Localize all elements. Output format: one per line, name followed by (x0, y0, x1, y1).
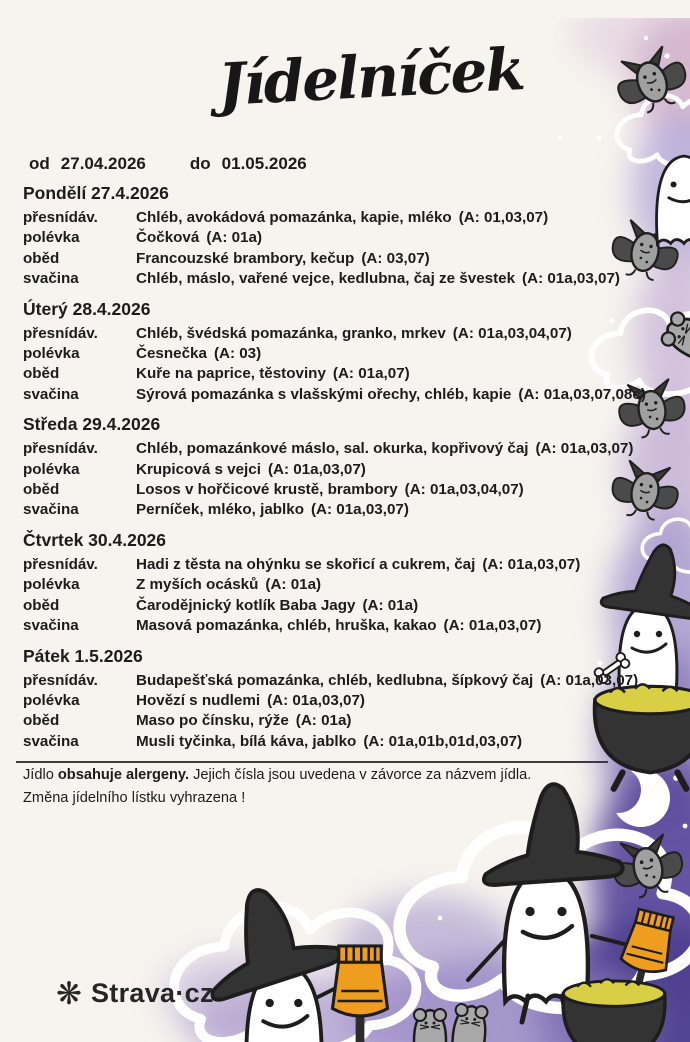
menu-row (23, 460, 690, 480)
allergen-codes: (A: 01a,03,07) (443, 617, 542, 635)
asterisk-flower-icon: ❋ (56, 976, 82, 1011)
meal-text: Sýrová pomazánka s vlašskými ořechy, chléb, kapie (136, 385, 512, 403)
menu-row (23, 324, 690, 344)
allergen-note-prefix: Jídlo (23, 767, 58, 784)
strava-cz-logo (56, 978, 214, 1009)
menu-row (23, 364, 690, 384)
meal-text: Chléb, avokádová pomazánka, kapie, mléko (136, 209, 452, 226)
menu-row (23, 596, 690, 616)
meal-type-label: přesnídáv. (23, 324, 98, 342)
day-block-friday (23, 646, 690, 753)
meal-description (136, 228, 690, 248)
meal-type-label: oběd (23, 712, 60, 730)
allergen-note-suffix: Jejich čísla jsou uvedena v závorce za názvem jídla. (189, 767, 532, 784)
meal-description (136, 324, 690, 344)
allergen-codes: (A: 01a,03,07) (522, 270, 620, 288)
day-block-wednesday (23, 414, 690, 521)
menu-row (23, 208, 690, 228)
meal-type-label: oběd (23, 249, 60, 267)
footer-divider (16, 761, 608, 763)
menu-row (23, 500, 690, 520)
footer-notes (23, 767, 690, 806)
meal-description (136, 575, 690, 595)
meal-text: Kuře na paprice, těstoviny (136, 365, 326, 383)
menu-row (23, 385, 690, 405)
menu-row (23, 344, 690, 364)
meal-text: Hovězí s nudlemi (136, 691, 261, 709)
allergen-codes: (A: 01a,03,04,07) (404, 481, 524, 499)
meal-type-label: přesnídáv. (23, 555, 98, 573)
allergen-codes: (A: 01a,03,04,07) (452, 324, 572, 342)
meal-type-label: svačina (23, 732, 79, 750)
allergen-codes: (A: 01a) (206, 229, 263, 247)
meal-text: Budapešťská pomazánka, chléb, kedlubna, šípkový čaj (136, 671, 534, 689)
meal-type-label: svačina (23, 385, 79, 403)
meal-text: Krupicová s vejci (136, 460, 261, 478)
menu-row (23, 575, 690, 595)
menu-row (23, 732, 690, 752)
meal-type-label: svačina (23, 270, 79, 288)
meal-type-label: oběd (23, 481, 60, 499)
menu-row (23, 249, 690, 269)
meal-description (136, 732, 690, 752)
meal-type-label: polévka (23, 576, 80, 594)
meal-description (136, 385, 690, 405)
allergen-note (23, 767, 690, 783)
menu-row (23, 228, 690, 248)
day-heading: Pátek 1.5.2026 (23, 645, 143, 666)
allergen-codes: (A: 01a,03,07) (267, 460, 366, 478)
meal-description (136, 555, 690, 575)
allergen-note-bold: obsahuje alergeny. (57, 767, 190, 784)
change-notice: Změna jídelního lístku vyhrazena ! (23, 790, 246, 807)
allergen-codes: (A: 01a) (362, 596, 419, 614)
meal-description (136, 671, 690, 691)
meal-text: Česnečka (136, 345, 207, 363)
meal-description (136, 344, 690, 364)
meal-description (136, 711, 690, 731)
allergen-codes: (A: 03,07) (361, 249, 430, 267)
allergen-codes: (A: 01a,07) (332, 365, 410, 383)
meal-text: Chléb, švédská pomazánka, granko, mrkev (136, 324, 446, 342)
meal-type-label: oběd (23, 365, 60, 383)
meal-description (136, 460, 690, 480)
allergen-codes: (A: 01a,03,07) (535, 440, 634, 458)
meal-text: Z myších ocásků (136, 576, 259, 594)
date-from-value: 27.04.2026 (60, 154, 146, 173)
allergen-codes: (A: 01a,03,07) (267, 691, 365, 709)
meal-type-label: přesnídáv. (23, 671, 98, 689)
page-title: Jídelníček (216, 35, 526, 119)
meal-type-label: polévka (23, 229, 80, 247)
meal-description (136, 500, 690, 520)
day-block-thursday (23, 530, 690, 637)
meal-type-label: přesnídáv. (23, 440, 98, 458)
menu-row (23, 555, 690, 575)
menu-row (23, 691, 690, 711)
meal-text: Chléb, pomazánkové máslo, sal. okurka, kopřivový čaj (136, 440, 529, 458)
logo-text: Strava·cz (90, 978, 214, 1008)
day-block-tuesday (23, 299, 690, 406)
menu-row (23, 671, 690, 691)
meal-description (136, 480, 690, 500)
meal-type-label: oběd (23, 596, 60, 614)
meal-description (136, 691, 690, 711)
day-block-monday (23, 183, 690, 290)
menu-row (23, 439, 690, 459)
allergen-codes: (A: 01a,03,07,08c) (518, 385, 646, 403)
meal-text: Hadi z těsta na ohýnku se skořicí a cukrem, čaj (136, 555, 476, 573)
date-to-value: 01.05.2026 (221, 154, 307, 173)
menu-page (0, 18, 690, 1042)
meal-description (136, 364, 690, 384)
meal-description (136, 439, 690, 459)
day-heading: Pondělí 27.4.2026 (23, 183, 169, 203)
allergen-codes: (A: 01a) (265, 576, 322, 594)
meal-text: Maso po čínsku, rýže (136, 712, 289, 730)
meal-description (136, 616, 690, 636)
day-heading: Úterý 28.4.2026 (23, 298, 151, 319)
menu-row (23, 480, 690, 500)
allergen-codes: (A: 01a,03,07) (482, 555, 581, 573)
meal-text: Čarodějnický kotlík Baba Jagy (136, 596, 356, 614)
meal-type-label: polévka (23, 345, 80, 363)
meal-text: Francouzské brambory, kečup (136, 249, 355, 267)
meal-text: Losos v hořčicové krustě, brambory (136, 481, 398, 499)
date-from-label: od (29, 154, 50, 173)
allergen-codes: (A: 01a,01b,01d,03,07) (363, 732, 523, 750)
day-heading: Středa 29.4.2026 (23, 414, 161, 435)
menu-content (0, 18, 690, 806)
meal-text: Perníček, mléko, jablko (136, 501, 304, 519)
meal-text: Čočková (136, 229, 200, 247)
meal-type-label: přesnídáv. (23, 209, 98, 226)
allergen-codes: (A: 01a,03,07) (310, 501, 409, 519)
day-heading: Čtvrtek 30.4.2026 (23, 529, 167, 550)
date-to-label: do (189, 154, 211, 173)
meal-text: Masová pomazánka, chléb, hruška, kakao (136, 617, 437, 635)
meal-text: Musli tyčinka, bílá káva, jablko (136, 732, 357, 750)
meal-type-label: polévka (23, 460, 80, 478)
allergen-codes: (A: 03) (213, 345, 262, 363)
meal-text: Chléb, máslo, vařené vejce, kedlubna, čaj ze švestek (136, 270, 516, 288)
date-range (29, 154, 690, 174)
menu-row (23, 711, 690, 731)
allergen-codes: (A: 01a,03,07) (540, 671, 639, 689)
meal-type-label: svačina (23, 501, 79, 519)
meal-type-label: svačina (23, 617, 79, 635)
meal-description (136, 269, 690, 289)
meal-type-label: polévka (23, 691, 80, 709)
meal-description (136, 596, 690, 616)
meal-description (136, 208, 690, 228)
meal-description (136, 249, 690, 269)
allergen-codes: (A: 01a) (295, 712, 352, 730)
menu-row (23, 269, 690, 289)
menu-row (23, 616, 690, 636)
allergen-codes: (A: 01,03,07) (458, 209, 549, 226)
